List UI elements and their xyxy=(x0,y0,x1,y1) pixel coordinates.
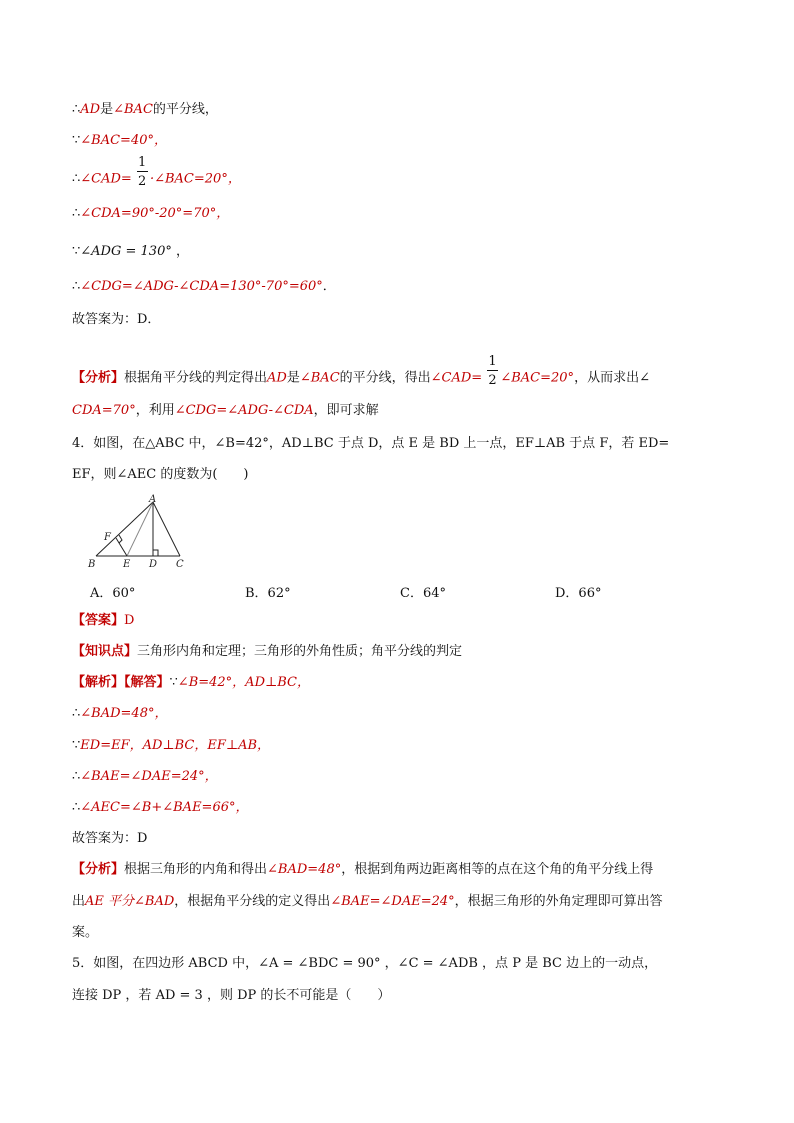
q4-solution-line-1: 【解析】【解答】∵∠B=42°，AD⊥BC， xyxy=(72,675,310,690)
analysis-line-2: CDA=70°，利用∠CDG=∠ADG-∠CDA，即可求解 xyxy=(72,403,379,418)
q4-option-a[interactable]: A．60° xyxy=(90,586,136,601)
solution-line-6: ∴∠CDG=∠ADG-∠CDA=130°-70°=60°． xyxy=(72,279,336,294)
q4-analysis-line-3: 案。 xyxy=(72,925,99,940)
q4-stem-line-2: EF，则∠AEC 的度数为( ) xyxy=(72,467,249,482)
q4-stem-line-1: 4．如图，在△ABC 中，∠B=42°，AD⊥BC 于点 D，点 E 是 BD 上一点，EF⊥AB 于点 F，若 ED= xyxy=(72,436,670,451)
segment-ab xyxy=(96,502,153,556)
label-b: B xyxy=(88,559,96,570)
q4-option-d[interactable]: D．66° xyxy=(555,586,602,601)
right-angle-mark-d xyxy=(153,550,158,556)
analysis-line-1: 【分析】根据角平分线的判定得出AD是∠BAC的平分线，得出∠CAD= $\frac{1}{2}$ ∠BAC=20°，从而求出∠ xyxy=(72,354,650,388)
q4-option-c[interactable]: C．64° xyxy=(400,586,446,601)
q4-option-b[interactable]: B．62° xyxy=(245,586,291,601)
q4-knowledge: 【知识点】三角形内角和定理；三角形的外角性质；角平分线的判定 xyxy=(72,644,463,659)
q4-solution-line-3: ∵ED=EF，AD⊥BC，EF⊥AB， xyxy=(72,738,271,753)
q5-stem-line-2: 连接 DP ，若 AD = 3 ，则 DP 的长不可能是（ ） xyxy=(72,988,391,1003)
label-f: F xyxy=(104,532,111,543)
right-angle-mark-f xyxy=(119,535,122,543)
q5-stem-line-1: 5．如图，在四边形 ABCD 中，∠A = ∠BDC = 90° ，∠C = ∠ADB ，点 P 是 BC 边上的一动点， xyxy=(72,956,658,971)
q4-solution-line-2: ∴∠BAD=48°， xyxy=(72,706,168,721)
segment-ac xyxy=(153,502,180,556)
q4-answer-statement: 故答案为：D xyxy=(72,831,148,846)
answer-line: 故答案为：D． xyxy=(72,312,161,327)
fraction-one-half: $\frac{1}{2}$ xyxy=(137,155,147,189)
q4-answer: 【答案】D xyxy=(72,613,135,628)
label-e: E xyxy=(123,559,131,570)
fraction-one-half: $\frac{1}{2}$ xyxy=(488,354,497,388)
q4-analysis-line-1: 【分析】根据三角形的内角和得出∠BAD=48°，根据到角两边距离相等的点在这个角的角平分线上得 xyxy=(72,862,654,877)
solution-line-4: ∴∠CDA=90°-20°=70°， xyxy=(72,206,230,221)
label-c: C xyxy=(176,559,184,570)
solution-line-1: ∴AD是∠BAC的平分线， xyxy=(72,102,218,117)
q4-analysis-line-2: 出AE 平分∠BAD，根据角平分线的定义得出∠BAE=∠DAE=24°，根据三角形的外角定理即可算出答 xyxy=(72,894,663,909)
q4-solution-line-5: ∴∠AEC=∠B+∠BAE=66°， xyxy=(72,800,249,815)
solution-line-2: ∵∠BAC=40°， xyxy=(72,133,167,148)
q4-triangle-figure xyxy=(86,494,196,570)
solution-line-3: ∴∠CAD= $\frac{1}{2}$ ·∠BAC=20°， xyxy=(72,155,241,189)
q4-solution-line-4: ∴∠BAE=∠DAE=24°， xyxy=(72,769,218,784)
label-d: D xyxy=(149,559,158,570)
segment-ae xyxy=(127,502,153,556)
solution-line-5: ∵∠ADG = 130° ， xyxy=(72,244,189,259)
label-a: A xyxy=(149,494,157,505)
